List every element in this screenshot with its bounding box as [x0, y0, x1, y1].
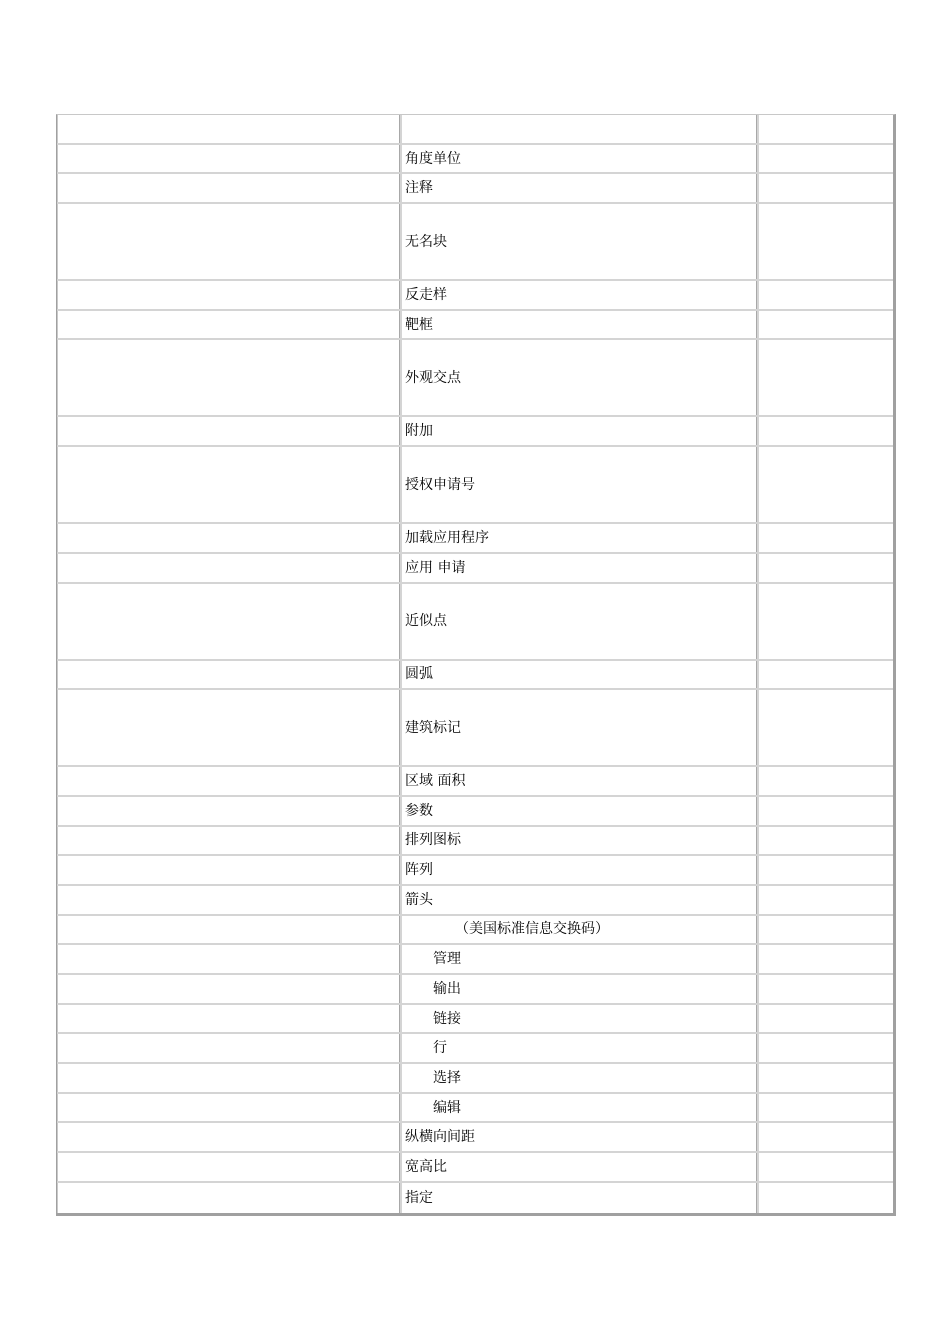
table-cell-col3: [757, 690, 893, 765]
table-cell-col1: [57, 1123, 400, 1151]
table-cell-term: 授权申请号: [400, 447, 757, 522]
table-cell-term: 编辑: [400, 1094, 757, 1122]
table-cell-col3: [757, 1153, 893, 1181]
table-cell-col3: [757, 340, 893, 415]
table-cell-term: 圆弧: [400, 661, 757, 689]
table-cell-col1: [57, 797, 400, 825]
table-cell-col3: [757, 584, 893, 659]
table-cell-col1: [57, 584, 400, 659]
table-cell-term: 指定: [400, 1183, 757, 1213]
table-row: [57, 554, 893, 584]
table-cell-term: 建筑标记: [400, 690, 757, 765]
table-cell-col1: [57, 204, 400, 279]
table-cell-col1: [57, 554, 400, 582]
table-cell-col1: [57, 661, 400, 689]
table-cell-term: 排列图标: [400, 827, 757, 855]
table-cell-col3: [757, 524, 893, 552]
table-cell-col3: [757, 447, 893, 522]
table-cell-term: 区域 面积: [400, 767, 757, 795]
table-cell-term: 加载应用程序: [400, 524, 757, 552]
table-cell-term: 阵列: [400, 856, 757, 884]
table-cell-term: 参数: [400, 797, 757, 825]
table-cell-col1: [57, 311, 400, 339]
table-cell-term: [400, 115, 757, 143]
table-cell-col1: [57, 856, 400, 884]
table-row: [57, 767, 893, 797]
table-cell-col3: [757, 661, 893, 689]
table-cell-term: 近似点: [400, 584, 757, 659]
table-row: [57, 975, 893, 1005]
table-cell-col1: [57, 447, 400, 522]
table-row: [57, 945, 893, 975]
table-row: [57, 584, 893, 661]
table-row: [57, 886, 893, 916]
table-cell-term: 反走样: [400, 281, 757, 309]
table-row: [57, 856, 893, 886]
table-cell-col1: [57, 524, 400, 552]
table-cell-col3: [757, 174, 893, 202]
table-cell-col3: [757, 1034, 893, 1062]
table-cell-term: 宽高比: [400, 1153, 757, 1181]
table-row: [57, 115, 893, 145]
table-cell-col1: [57, 174, 400, 202]
table-row: [57, 204, 893, 281]
table-cell-col1: [57, 281, 400, 309]
table-row: [57, 1094, 893, 1124]
table-cell-col1: [57, 340, 400, 415]
table-row: [57, 447, 893, 524]
table-cell-col3: [757, 311, 893, 339]
table-row: [57, 1064, 893, 1094]
table-row: [57, 145, 893, 175]
table-cell-col3: [757, 204, 893, 279]
table-cell-col1: [57, 1094, 400, 1122]
table-row: [57, 661, 893, 691]
table-cell-col1: [57, 1183, 400, 1213]
table-cell-term: 注释: [400, 174, 757, 202]
table-row: [57, 524, 893, 554]
table-cell-term: 应用 申请: [400, 554, 757, 582]
table-cell-col3: [757, 145, 893, 173]
glossary-table: [56, 114, 896, 1216]
table-cell-col3: [757, 281, 893, 309]
table-cell-term: 链接: [400, 1005, 757, 1033]
table-cell-col3: [757, 1094, 893, 1122]
table-cell-col3: [757, 856, 893, 884]
table-cell-term: 输出: [400, 975, 757, 1003]
table-cell-term: 管理: [400, 945, 757, 973]
table-cell-term: 选择: [400, 1064, 757, 1092]
table-cell-term: 附加: [400, 417, 757, 445]
table-cell-col3: [757, 1123, 893, 1151]
table-cell-col3: [757, 827, 893, 855]
table-cell-col3: [757, 886, 893, 914]
table-row: [57, 174, 893, 204]
table-row: [57, 827, 893, 857]
table-cell-term: 角度单位: [400, 145, 757, 173]
table-cell-col1: [57, 916, 400, 944]
table-cell-col3: [757, 945, 893, 973]
table-cell-term: 外观交点: [400, 340, 757, 415]
table-row: [57, 797, 893, 827]
table-cell-col3: [757, 767, 893, 795]
table-cell-col3: [757, 1005, 893, 1033]
table-row: [57, 1005, 893, 1035]
table-row: [57, 417, 893, 447]
table-cell-term: 靶框: [400, 311, 757, 339]
table-row: [57, 690, 893, 767]
table-row: [57, 916, 893, 946]
table-cell-col1: [57, 1064, 400, 1092]
table-cell-col3: [757, 1183, 893, 1213]
table-cell-col1: [57, 886, 400, 914]
table-cell-col1: [57, 767, 400, 795]
table-cell-col1: [57, 417, 400, 445]
table-cell-term: 行: [400, 1034, 757, 1062]
table-cell-col3: [757, 797, 893, 825]
table-cell-col1: [57, 690, 400, 765]
table-cell-col1: [57, 145, 400, 173]
table-row: [57, 340, 893, 417]
table-cell-col1: [57, 827, 400, 855]
table-cell-term: 箭头: [400, 886, 757, 914]
table-row: [57, 1123, 893, 1153]
table-row: [57, 1034, 893, 1064]
table-cell-col3: [757, 975, 893, 1003]
table-cell-term: 无名块: [400, 204, 757, 279]
table-cell-col3: [757, 916, 893, 944]
table-cell-col1: [57, 975, 400, 1003]
table-cell-col3: [757, 417, 893, 445]
table-row: [57, 1153, 893, 1183]
table-row: [57, 1183, 893, 1213]
table-cell-col3: [757, 1064, 893, 1092]
table-cell-col1: [57, 945, 400, 973]
table-cell-col3: [757, 554, 893, 582]
table-cell-term: （美国标准信息交换码）: [400, 916, 757, 944]
table-cell-col1: [57, 1153, 400, 1181]
table-row: [57, 281, 893, 311]
table-row: [57, 311, 893, 341]
table-cell-col1: [57, 115, 400, 143]
table-cell-col1: [57, 1005, 400, 1033]
table-cell-col1: [57, 1034, 400, 1062]
table-cell-col3: [757, 115, 893, 143]
table-cell-term: 纵横向间距: [400, 1123, 757, 1151]
